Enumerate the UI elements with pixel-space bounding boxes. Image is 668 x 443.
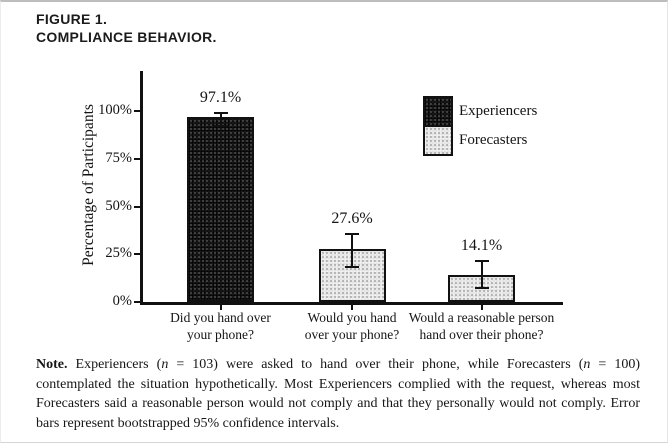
- error-bar-line: [351, 234, 353, 268]
- legend-label-experiencers: Experiencers: [459, 103, 538, 119]
- category-label: [387, 310, 577, 343]
- legend-label-forecasters: Forecasters: [459, 132, 528, 148]
- note-text: = 100) contemplated the situation hypothetically. Most Experiencers complied with the request, whereas most Forecasters said a reasonable person would not comply and that they personally would not comply. Error bars represent bootstrapped 95% confidence intervals.: [36, 357, 641, 431]
- error-bar-cap-bottom: [214, 125, 228, 127]
- note-text: = 103) were asked to hand over their phone, while Forecasters (: [168, 357, 584, 372]
- y-tick-label: 100%: [98, 102, 132, 118]
- y-axis-title: Percentage of Participants: [80, 104, 97, 266]
- legend-swatch-experiencers: [423, 96, 453, 127]
- y-axis: [140, 71, 143, 305]
- error-bar-cap-top: [475, 260, 489, 262]
- error-bar-cap-bottom: [475, 287, 489, 289]
- y-tick-label: 50%: [105, 197, 132, 214]
- error-bar-cap-top: [345, 233, 359, 235]
- y-tick-label: 25%: [105, 245, 132, 262]
- error-bar-line: [220, 113, 222, 127]
- bar-value-label: 14.1%: [460, 236, 503, 254]
- category-label-line: over your phone?: [304, 326, 400, 342]
- error-bar-cap-top: [214, 112, 228, 114]
- compliance-bar-chart: [1, 2, 668, 362]
- error-bar-cap-bottom: [345, 266, 359, 268]
- figure-label: FIGURE 1.: [36, 11, 108, 27]
- category-label-line: Did you hand over: [170, 310, 271, 325]
- category-label-line: Would you hand: [307, 310, 397, 325]
- y-tick-label: 0%: [112, 293, 132, 309]
- y-tick: [134, 301, 140, 303]
- legend-swatch-forecasters: [423, 125, 453, 156]
- category-label-line: Would a reasonable person: [408, 310, 555, 325]
- figure-note: [36, 355, 640, 433]
- note-italic-n: n: [583, 357, 591, 372]
- note-italic-n: n: [161, 357, 169, 372]
- figure-title: COMPLIANCE BEHAVIOR.: [36, 29, 217, 45]
- error-bar-line: [481, 261, 483, 289]
- bar-value-label: 97.1%: [199, 88, 242, 106]
- y-tick: [134, 110, 140, 112]
- y-tick: [134, 253, 140, 255]
- y-tick-label: 75%: [105, 149, 132, 166]
- note-lead-word: Note.: [36, 357, 68, 372]
- category-label-line: your phone?: [186, 326, 255, 342]
- note-text: Experiencers (: [67, 357, 162, 372]
- bar-1: [187, 117, 254, 302]
- category-label-line: hand over their phone?: [419, 326, 544, 342]
- y-tick: [134, 206, 140, 208]
- y-tick: [134, 158, 140, 160]
- bar-value-label: 27.6%: [331, 209, 373, 227]
